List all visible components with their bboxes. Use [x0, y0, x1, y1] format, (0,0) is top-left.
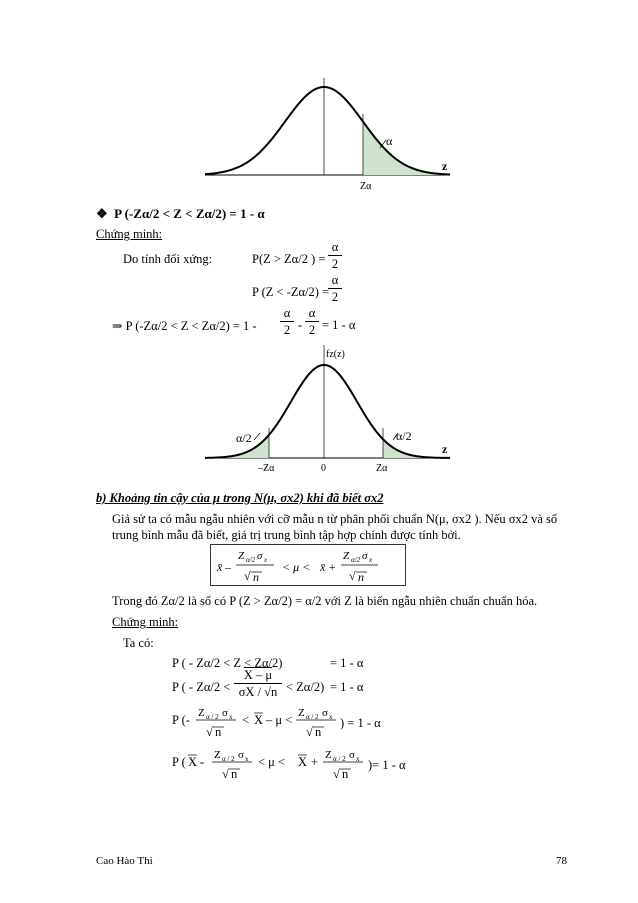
- svg-text:Z: Z: [238, 550, 245, 562]
- proof-line-4-rhs: )= 1 - α: [368, 758, 406, 772]
- svg-text:σ: σ: [322, 707, 328, 719]
- svg-text:Z: Z: [214, 749, 221, 761]
- proof-line-2-lhs: P ( - Zα/2 <: [172, 680, 231, 694]
- eq3-lhs: ⇒ P (-Zα/2 < Z < Zα/2) = 1 -: [112, 319, 257, 333]
- svg-text:n: n: [215, 725, 222, 739]
- alpha-half-right-label: α/2: [396, 429, 412, 443]
- eq2-lhs: P (Z < -Zα/2) =: [252, 285, 330, 299]
- svg-text:n: n: [231, 767, 238, 781]
- proof-line-2-rhs: = 1 - α: [330, 680, 364, 694]
- svg-text:√: √: [244, 569, 251, 583]
- svg-text:Z: Z: [198, 707, 205, 719]
- svg-text:Z: Z: [325, 749, 332, 761]
- z-axis-label: z: [442, 159, 448, 173]
- svg-text:P (: P (: [172, 755, 186, 769]
- ta-co-label: Ta có:: [123, 636, 154, 650]
- svg-text:x: x: [329, 713, 333, 721]
- svg-text:α / 2: α / 2: [306, 713, 319, 721]
- svg-text:X: X: [298, 755, 308, 769]
- svg-text:σ: σ: [238, 749, 244, 761]
- footer-author: Cao Hào Thi: [96, 855, 153, 867]
- section-b-title: b) Khoảng tin cậy của μ trong N(μ, σx2) khi đã biết σx2: [96, 491, 384, 505]
- z-axis-label: z: [442, 442, 448, 456]
- svg-text:Z: Z: [298, 707, 305, 719]
- svg-text:σ: σ: [257, 550, 263, 562]
- diamond-bullet-icon: ❖: [96, 206, 108, 221]
- eq1-fraction: α 2: [328, 240, 342, 271]
- svg-text:< μ <: < μ <: [258, 755, 286, 769]
- svg-text:√: √: [222, 767, 229, 781]
- svg-text:< μ <: < μ <: [282, 560, 311, 574]
- svg-text:α / 2: α / 2: [333, 755, 346, 763]
- svg-text:σ: σ: [349, 749, 355, 761]
- normal-curve: [205, 87, 450, 175]
- svg-text:Z: Z: [343, 550, 350, 562]
- proof-line-2-fraction: X – μ σX / √n: [234, 668, 282, 699]
- eq3-minus: -: [298, 318, 303, 332]
- svg-text:-: -: [200, 755, 205, 769]
- proof-line-1-rhs: = 1 - α: [330, 656, 364, 670]
- svg-text:n: n: [358, 570, 364, 584]
- proof-line-2-mid: < Zα/2): [286, 680, 325, 694]
- svg-text:X: X: [254, 713, 264, 727]
- svg-text:n: n: [315, 725, 322, 739]
- y-axis-label: fz(z): [326, 349, 345, 360]
- svg-text:+: +: [328, 560, 337, 574]
- z-alpha-label: Zα: [376, 463, 388, 474]
- section-b-paragraph: Giả sử ta có mẫu ngẫu nhiên với cỡ mẫu n từ phân phối chuẩn N(μ, σx2 ). Nếu σx2 và số trung bình mẫu đã biết, giá trị trung bình tập hợp chính được tính bởi.: [112, 512, 558, 542]
- proof-title: Chứng minh:: [96, 227, 163, 241]
- symmetry-label: Do tính đối xứng:: [123, 252, 213, 266]
- proof-line-3: [170, 702, 340, 744]
- section-b-paragraph-2: Trong đó Zα/2 là số có P (Z > Zα/2) = α/2 với Z là biến ngẫu nhiên chuẩn chuẩn hóa.: [112, 594, 538, 608]
- proof-2-title: Chứng minh:: [112, 615, 179, 629]
- svg-text:√: √: [333, 767, 340, 781]
- svg-text:+: +: [311, 755, 319, 769]
- proof-line-3-rhs: ) = 1 - α: [340, 716, 381, 730]
- svg-text:<: <: [242, 713, 250, 727]
- svg-text:x̄: x̄: [217, 560, 223, 574]
- normal-curve-two-tails-figure: [200, 340, 460, 475]
- alpha-tail-area: [363, 122, 450, 175]
- svg-text:x̄: x̄: [320, 560, 326, 574]
- alpha-half-left-label: α/2: [236, 431, 252, 445]
- svg-text:α / 2: α / 2: [206, 713, 219, 721]
- heading-text: P (-Zα/2 < Z < Zα/2) = 1 - α: [114, 206, 265, 221]
- svg-text:x: x: [369, 556, 373, 564]
- svg-text:σ: σ: [222, 707, 228, 719]
- confidence-interval-formula: [210, 544, 406, 586]
- page-number: 78: [556, 855, 567, 867]
- svg-text:P (-: P (-: [172, 713, 190, 727]
- zero-label: 0: [321, 463, 326, 474]
- eq3-fraction-b: α 2: [305, 306, 319, 337]
- svg-text:n: n: [253, 570, 259, 584]
- heading-probability: [96, 206, 265, 222]
- svg-text:α / 2: α / 2: [222, 755, 235, 763]
- svg-text:–: –: [225, 560, 231, 574]
- z-alpha-label: Zα: [360, 181, 372, 192]
- svg-text:√: √: [206, 725, 213, 739]
- svg-text:x: x: [229, 713, 233, 721]
- neg-z-alpha-label: –Zα: [258, 463, 275, 474]
- svg-text:– μ <: – μ <: [266, 713, 293, 727]
- normal-curve-right-tail-figure: [200, 70, 460, 195]
- svg-text:α/2: α/2: [246, 556, 256, 564]
- proof-line-4: [170, 744, 370, 786]
- svg-text:x: x: [245, 755, 249, 763]
- alpha-label: α: [386, 134, 393, 148]
- eq2-fraction: α 2: [328, 273, 342, 304]
- svg-text:x: x: [356, 755, 360, 763]
- svg-text:√: √: [349, 569, 356, 583]
- svg-text:√: √: [306, 725, 313, 739]
- svg-text:x: x: [264, 556, 268, 564]
- svg-text:σ: σ: [362, 550, 368, 562]
- svg-text:X: X: [188, 755, 198, 769]
- left-pointer: [254, 433, 260, 440]
- proof-line-1: P ( - Zα/2 < Z < Zα/2): [172, 656, 283, 670]
- svg-text:n: n: [342, 767, 349, 781]
- eq1-lhs: P(Z > Zα/2 ) =: [252, 252, 326, 266]
- eq3-rhs: = 1 - α: [322, 318, 356, 332]
- svg-text:α/2: α/2: [351, 556, 361, 564]
- eq3-fraction-a: α 2: [280, 306, 294, 337]
